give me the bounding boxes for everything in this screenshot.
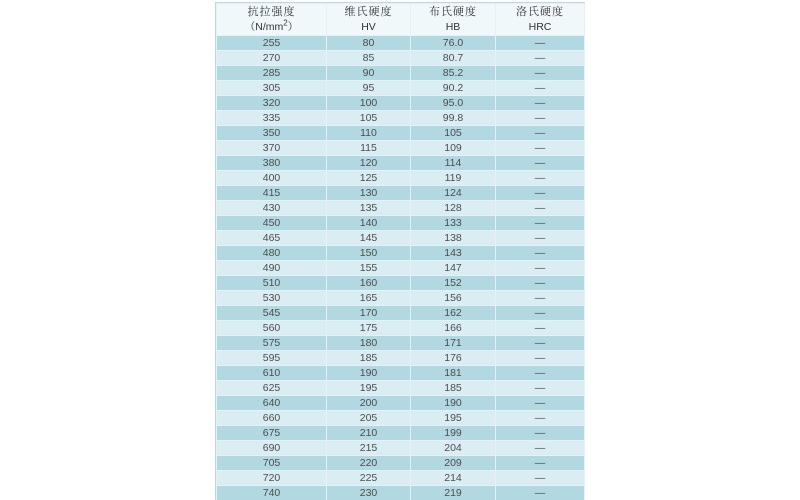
table-cell: 185 <box>411 381 496 396</box>
table-cell: 465 <box>217 231 327 246</box>
table-cell: — <box>496 351 585 366</box>
table-cell: 305 <box>217 81 327 96</box>
table-cell: 100 <box>327 96 411 111</box>
col-header-unit: HB <box>445 21 461 33</box>
page <box>0 2 800 500</box>
table-cell: 85.2 <box>411 66 496 81</box>
table-cell: 660 <box>217 411 327 426</box>
table-row <box>217 291 585 306</box>
col-header-title: 抗拉强度 <box>247 6 296 18</box>
table-cell: — <box>496 51 585 66</box>
table-cell: 199 <box>411 426 496 441</box>
table-row <box>217 201 585 216</box>
table-cell: 130 <box>327 186 411 201</box>
table-cell: 225 <box>327 471 411 486</box>
table-cell: 430 <box>217 201 327 216</box>
table-cell: 510 <box>217 276 327 291</box>
table-cell: 80 <box>327 36 411 51</box>
unit-prefix: （N/mm <box>244 21 284 33</box>
table-row <box>217 111 585 126</box>
table-row <box>217 96 585 111</box>
table-row <box>217 51 585 66</box>
table-cell: 135 <box>327 201 411 216</box>
table-row <box>217 156 585 171</box>
table-cell: 128 <box>411 201 496 216</box>
table-cell: 350 <box>217 126 327 141</box>
table-cell: — <box>496 336 585 351</box>
table-cell: 156 <box>411 291 496 306</box>
table-cell: — <box>496 411 585 426</box>
table-cell: 255 <box>217 36 327 51</box>
table-cell: 162 <box>411 306 496 321</box>
table-cell: 214 <box>411 471 496 486</box>
table-cell: — <box>496 66 585 81</box>
table-row <box>217 336 585 351</box>
table-cell: 138 <box>411 231 496 246</box>
unit-suffix: ） <box>287 21 299 33</box>
table-cell: 530 <box>217 291 327 306</box>
table-cell: — <box>496 96 585 111</box>
table-cell: — <box>496 306 585 321</box>
table-cell: 490 <box>217 261 327 276</box>
table-cell: — <box>496 426 585 441</box>
table-row <box>217 276 585 291</box>
table-cell: 190 <box>327 366 411 381</box>
col-header-unit: HV <box>361 21 376 33</box>
table-cell: — <box>496 171 585 186</box>
table-header <box>217 4 585 36</box>
table-cell: 545 <box>217 306 327 321</box>
table-cell: — <box>496 156 585 171</box>
table-row <box>217 36 585 51</box>
table-cell: 176 <box>411 351 496 366</box>
table-cell: 720 <box>217 471 327 486</box>
table-row <box>217 471 585 486</box>
table-cell: 185 <box>327 351 411 366</box>
table-cell: 480 <box>217 246 327 261</box>
table-cell: 200 <box>327 396 411 411</box>
col-header-title: 布氏硬度 <box>429 6 477 18</box>
table-row <box>217 81 585 96</box>
table-cell: 90 <box>327 66 411 81</box>
table-cell: 335 <box>217 111 327 126</box>
table-cell: 95 <box>327 81 411 96</box>
table-cell: 166 <box>411 321 496 336</box>
table-cell: 133 <box>411 216 496 231</box>
table-cell: 95.0 <box>411 96 496 111</box>
table-row <box>217 456 585 471</box>
table-cell: 152 <box>411 276 496 291</box>
table-row <box>217 171 585 186</box>
table-row <box>217 351 585 366</box>
table-cell: 175 <box>327 321 411 336</box>
table-cell: 105 <box>327 111 411 126</box>
table-cell: 114 <box>411 156 496 171</box>
table-cell: 90.2 <box>411 81 496 96</box>
col-header-brinell-hb <box>411 4 496 36</box>
table-cell: — <box>496 111 585 126</box>
table-cell: 160 <box>327 276 411 291</box>
col-header-rockwell-hrc <box>496 4 585 36</box>
table-row <box>217 186 585 201</box>
table-cell: — <box>496 366 585 381</box>
table-cell: 705 <box>217 456 327 471</box>
table-cell: 370 <box>217 141 327 156</box>
table-row <box>217 261 585 276</box>
col-header-unit: HRC <box>528 21 552 33</box>
table-cell: 124 <box>411 186 496 201</box>
table-cell: 125 <box>327 171 411 186</box>
unit-superscript: 2 <box>283 18 288 28</box>
header-row <box>217 4 585 36</box>
table-cell: — <box>496 381 585 396</box>
table-cell: 220 <box>327 456 411 471</box>
table-cell: — <box>496 216 585 231</box>
table-cell: 205 <box>327 411 411 426</box>
table-cell: 180 <box>327 336 411 351</box>
table-cell: 105 <box>411 126 496 141</box>
table-cell: 99.8 <box>411 111 496 126</box>
table-row <box>217 66 585 81</box>
table-cell: 215 <box>327 441 411 456</box>
table-cell: — <box>496 456 585 471</box>
table-cell: 204 <box>411 441 496 456</box>
table-row <box>217 381 585 396</box>
table-cell: 80.7 <box>411 51 496 66</box>
table-cell: 190 <box>411 396 496 411</box>
col-header-tensile-strength <box>217 4 327 36</box>
table-cell: 740 <box>217 486 327 500</box>
table-row <box>217 366 585 381</box>
table-body <box>217 36 585 500</box>
table-cell: 675 <box>217 426 327 441</box>
table-cell: — <box>496 246 585 261</box>
table-row <box>217 486 585 500</box>
table-cell: 320 <box>217 96 327 111</box>
table-cell: — <box>496 276 585 291</box>
table-cell: — <box>496 261 585 276</box>
table-cell: 595 <box>217 351 327 366</box>
table-row <box>217 231 585 246</box>
table-cell: 690 <box>217 441 327 456</box>
table-row <box>217 141 585 156</box>
hardness-table-frame <box>215 2 585 500</box>
table-cell: 171 <box>411 336 496 351</box>
table-cell: 181 <box>411 366 496 381</box>
table-cell: 450 <box>217 216 327 231</box>
table-cell: 610 <box>217 366 327 381</box>
table-row <box>217 396 585 411</box>
table-cell: 110 <box>327 126 411 141</box>
hardness-conversion-table <box>216 3 585 500</box>
table-cell: 140 <box>327 216 411 231</box>
table-row <box>217 126 585 141</box>
table-cell: 560 <box>217 321 327 336</box>
table-cell: 285 <box>217 66 327 81</box>
table-cell: 209 <box>411 456 496 471</box>
table-cell: — <box>496 291 585 306</box>
table-cell: 270 <box>217 51 327 66</box>
table-cell: — <box>496 186 585 201</box>
table-cell: 109 <box>411 141 496 156</box>
table-row <box>217 246 585 261</box>
table-cell: 415 <box>217 186 327 201</box>
table-cell: — <box>496 471 585 486</box>
table-cell: — <box>496 441 585 456</box>
table-cell: — <box>496 81 585 96</box>
col-header-title: 洛氏硬度 <box>516 6 564 18</box>
table-cell: 150 <box>327 246 411 261</box>
table-cell: — <box>496 141 585 156</box>
table-cell: — <box>496 201 585 216</box>
table-cell: 219 <box>411 486 496 500</box>
table-cell: 143 <box>411 246 496 261</box>
table-row <box>217 306 585 321</box>
table-row <box>217 411 585 426</box>
table-cell: — <box>496 231 585 246</box>
table-cell: 120 <box>327 156 411 171</box>
table-cell: 145 <box>327 231 411 246</box>
table-cell: 170 <box>327 306 411 321</box>
table-cell: 165 <box>327 291 411 306</box>
table-cell: 400 <box>217 171 327 186</box>
table-cell: 155 <box>327 261 411 276</box>
col-header-vickers-hv <box>327 4 411 36</box>
table-row <box>217 321 585 336</box>
col-header-title: 维氏硬度 <box>344 6 393 18</box>
table-cell: 380 <box>217 156 327 171</box>
table-cell: 195 <box>327 381 411 396</box>
table-row <box>217 426 585 441</box>
table-cell: 115 <box>327 141 411 156</box>
col-header-unit <box>217 20 326 34</box>
table-cell: 195 <box>411 411 496 426</box>
table-cell: — <box>496 126 585 141</box>
table-cell: 640 <box>217 396 327 411</box>
table-cell: 76.0 <box>411 36 496 51</box>
table-cell: 147 <box>411 261 496 276</box>
table-cell: 230 <box>327 486 411 500</box>
table-row <box>217 441 585 456</box>
table-cell: 625 <box>217 381 327 396</box>
table-cell: 119 <box>411 171 496 186</box>
table-cell: 575 <box>217 336 327 351</box>
table-cell: — <box>496 36 585 51</box>
table-cell: — <box>496 321 585 336</box>
table-cell: — <box>496 396 585 411</box>
table-cell: 85 <box>327 51 411 66</box>
table-cell: 210 <box>327 426 411 441</box>
table-row <box>217 216 585 231</box>
table-cell: — <box>496 486 585 500</box>
